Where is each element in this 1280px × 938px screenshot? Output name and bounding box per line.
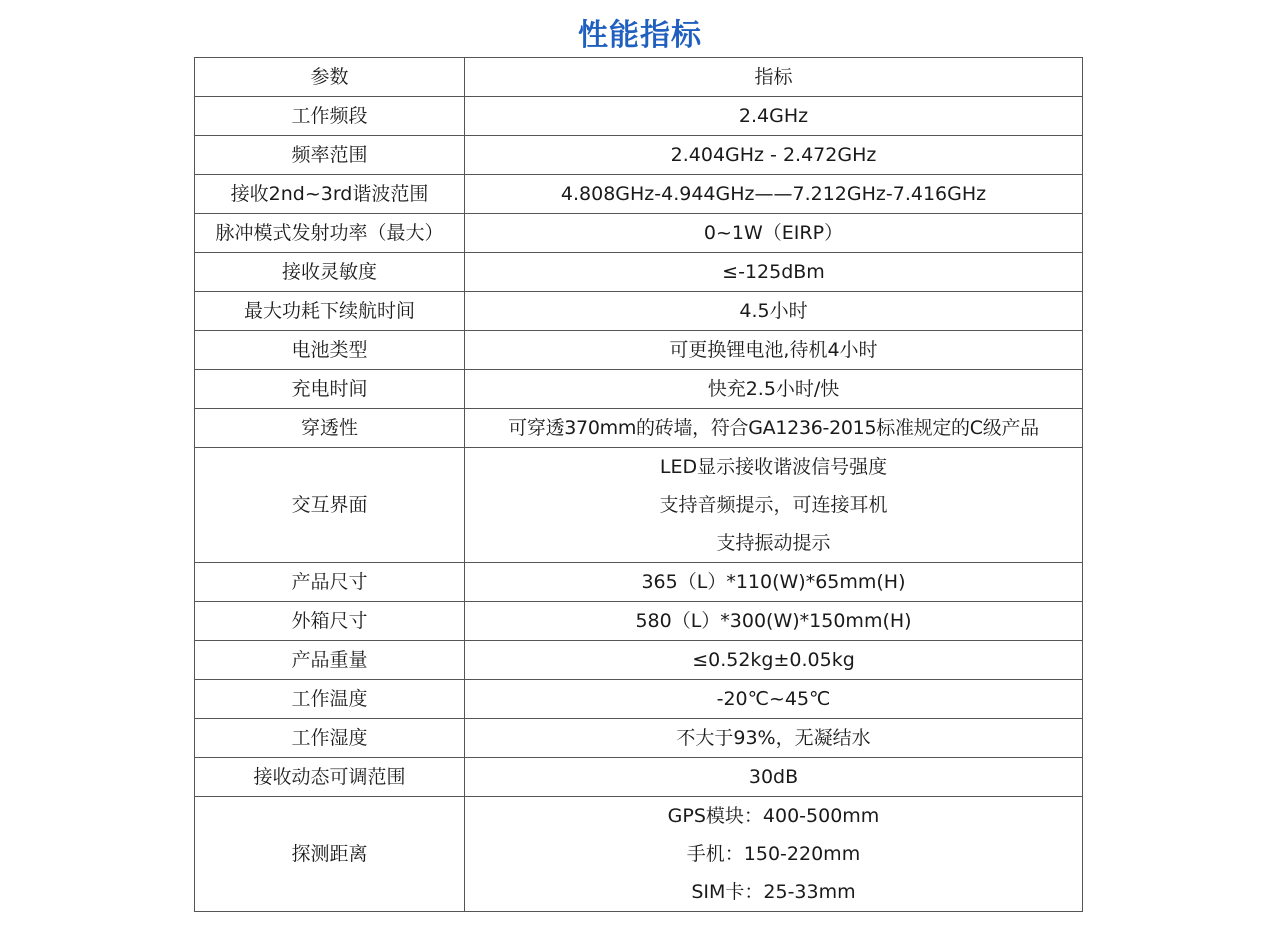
table-row bbox=[195, 370, 1083, 409]
row-value: 快充2.5小时/快 bbox=[465, 370, 1083, 409]
row-value: 0~1W（EIRP） bbox=[465, 214, 1083, 253]
table-row bbox=[195, 292, 1083, 331]
header-param: 参数 bbox=[195, 58, 465, 97]
table-row bbox=[195, 680, 1083, 719]
row-param: 工作温度 bbox=[195, 680, 465, 719]
value-line: 支持音频提示，可连接耳机 bbox=[659, 494, 888, 516]
row-value: ≤-125dBm bbox=[465, 253, 1083, 292]
row-value: 30dB bbox=[465, 758, 1083, 797]
value-line: 手机：150-220mm bbox=[686, 843, 861, 865]
row-param: 接收2nd~3rd谐波范围 bbox=[195, 175, 465, 214]
row-param: 产品重量 bbox=[195, 641, 465, 680]
value-line: SIM卡：25-33mm bbox=[691, 881, 856, 903]
row-param: 电池类型 bbox=[195, 331, 465, 370]
row-param: 探测距离 bbox=[195, 797, 465, 912]
row-value-multiline bbox=[465, 448, 1083, 563]
table-row bbox=[195, 409, 1083, 448]
table-row bbox=[195, 214, 1083, 253]
header-value: 指标 bbox=[465, 58, 1083, 97]
row-value: 580（L）*300(W)*150mm(H) bbox=[465, 602, 1083, 641]
table-row bbox=[195, 331, 1083, 370]
table-row bbox=[195, 448, 1083, 563]
table-row bbox=[195, 97, 1083, 136]
row-value: 2.4GHz bbox=[465, 97, 1083, 136]
row-value: 4.808GHz-4.944GHz——7.212GHz-7.416GHz bbox=[465, 175, 1083, 214]
row-param: 频率范围 bbox=[195, 136, 465, 175]
table-row bbox=[195, 719, 1083, 758]
row-value: 4.5小时 bbox=[465, 292, 1083, 331]
row-param: 充电时间 bbox=[195, 370, 465, 409]
row-param: 产品尺寸 bbox=[195, 563, 465, 602]
row-param: 接收灵敏度 bbox=[195, 253, 465, 292]
table-row bbox=[195, 797, 1083, 912]
row-value: ≤0.52kg±0.05kg bbox=[465, 641, 1083, 680]
row-param: 最大功耗下续航时间 bbox=[195, 292, 465, 331]
row-param: 工作湿度 bbox=[195, 719, 465, 758]
value-line: 支持振动提示 bbox=[716, 532, 831, 554]
row-value-multiline bbox=[465, 797, 1083, 912]
table-row bbox=[195, 136, 1083, 175]
row-param: 交互界面 bbox=[195, 448, 465, 563]
value-line: GPS模块：400-500mm bbox=[667, 805, 880, 827]
row-param: 脉冲模式发射功率（最大） bbox=[195, 214, 465, 253]
row-value: 可更换锂电池,待机4小时 bbox=[465, 331, 1083, 370]
table-row bbox=[195, 641, 1083, 680]
row-param: 工作频段 bbox=[195, 97, 465, 136]
table-header-row bbox=[195, 58, 1083, 97]
table-row bbox=[195, 253, 1083, 292]
row-value: 2.404GHz - 2.472GHz bbox=[465, 136, 1083, 175]
page-title: 性能指标 bbox=[578, 18, 702, 53]
row-param: 接收动态可调范围 bbox=[195, 758, 465, 797]
spec-table bbox=[194, 57, 1083, 912]
table-row bbox=[195, 758, 1083, 797]
row-value: 不大于93%，无凝结水 bbox=[465, 719, 1083, 758]
row-value: 365（L）*110(W)*65mm(H) bbox=[465, 563, 1083, 602]
table-row bbox=[195, 175, 1083, 214]
table-row bbox=[195, 563, 1083, 602]
value-line: LED显示接收谐波信号强度 bbox=[659, 456, 888, 478]
row-value: 可穿透370mm的砖墙，符合GA1236-2015标准规定的C级产品 bbox=[465, 409, 1083, 448]
row-param: 穿透性 bbox=[195, 409, 465, 448]
row-param: 外箱尺寸 bbox=[195, 602, 465, 641]
row-value: -20℃~45℃ bbox=[465, 680, 1083, 719]
table-row bbox=[195, 602, 1083, 641]
